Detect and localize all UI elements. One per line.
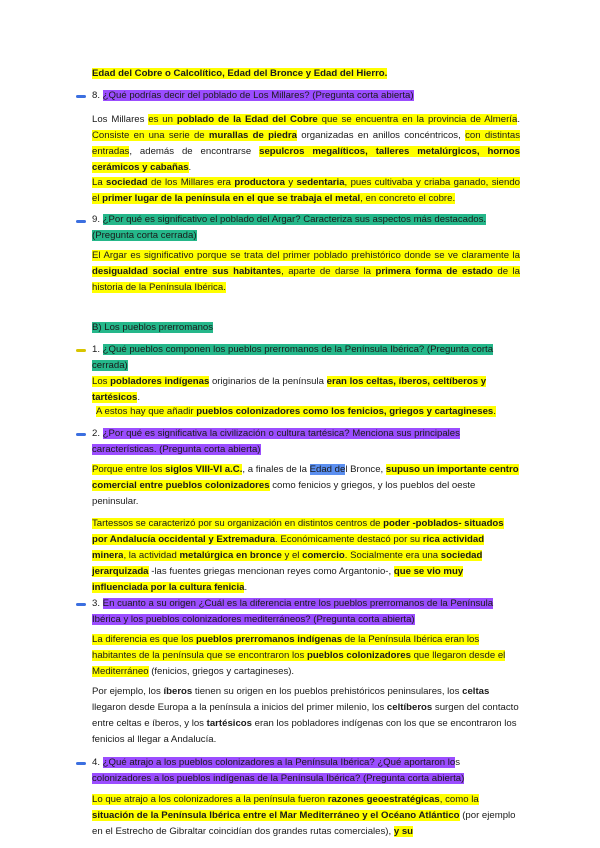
question-1: 1. ¿Qué pueblos componen los pueblos prerromanos de la Península Ibérica? (Pregunta corta cerrada) [92, 344, 494, 371]
comment-marker-icon[interactable] [76, 349, 86, 352]
question-9: 9. ¿Por qué es significativo el poblado del Argar? Caracteriza sus aspectos más destacados. (Pregunta corta cerrada) [92, 214, 487, 241]
comment-marker-icon[interactable] [76, 220, 86, 223]
question-text: ¿Qué podrías decir del poblado de Los Millares? (Pregunta corta abierta) [102, 90, 414, 101]
comment-marker-icon[interactable] [76, 603, 86, 606]
answer-1-paragraph-2: A estos hay que añadir pueblos colonizadores como los fenicios, griegos y cartagineses. [96, 406, 496, 417]
question-text: colonizadores a los pueblos indígenas de la Península Ibérica? (Pregunta corta abierta) [92, 773, 465, 784]
answer-3-paragraph-2: Por ejemplo, los íberos tienen su origen en los pueblos prehistóricos peninsulares, los celtas llegaron desde Europa a la península a inicios del primer milenio, los celtíberos surgen del contacto entre celtas e íberos, y los tartésicos eran los pobladores indígenas con los que se encontraron los fenicios al llegar a Andalucía. [92, 686, 519, 745]
comment-marker-icon[interactable] [76, 762, 86, 765]
question-text: En cuanto a su origen ¿Cuál es la diferencia entre los pueblos prerromanos de la Península Ibérica y los pueblos colonizadores mediterráneos? (Pregunta corta abierta) [92, 598, 494, 625]
answer-8-paragraph-1: Los Millares es un poblado de la Edad del Cobre que se encuentra en la provincia de Almería. Consiste en una serie de murallas de piedra organizadas en anillos concéntricos, con distintas entradas, además de encontrarse sepulcros megalíticos, talleres metalúrgicos, hornos cerámicos y cabañas. [92, 114, 521, 173]
answer-9-paragraph-1: El Argar es significativo porque se trata del primer poblado prehistórico donde se ve claramente la desigualdad social entre sus habitantes, aparte de darse la primera forma de estado de la historia de la Península Ibérica. [92, 250, 520, 293]
answer-2-paragraph-2: Tartessos se caracterizó por su organización en distintos centros de poder -poblados- situados por Andalucía occidental y Extremadura. Económicamente destacó por su rica actividad minera, la actividad metalúrgica en bronce y el comercio. Socialmente era una sociedad jerarquizada -las fuentes griegas mencionan reyes como Argantonio-, que se vio muy influenciada por la cultura fenicia. [92, 518, 504, 593]
question-text: ¿Por qué es significativa la civilización o cultura tartésica? Menciona sus principales características. (Pregunta corta abierta) [92, 428, 460, 455]
question-text: ¿Qué atrajo a los pueblos colonizadores a la Península Ibérica? ¿Qué aportaron lo [102, 757, 456, 768]
answer-3-paragraph-1: La diferencia es que los pueblos prerromanos indígenas de la Península Ibérica eran los habitantes de la península que se encontraron los pueblos colonizadores que llegaron desde el Mediterráneo (fenicios, griegos y cartagineses). [92, 634, 506, 677]
answer-4-paragraph-1: Lo que atrajo a los colonizadores a la península fueron razones geoestratégicas, como la situación de la Península Ibérica entre el Mar Mediterráneo y el Océano Atlántico (por ejemplo en el Estrecho de Gibraltar coincidían dos grandes rutas comerciales), y su [92, 794, 516, 837]
question-3: 3. En cuanto a su origen ¿Cuál es la diferencia entre los pueblos prerromanos de la Península Ibérica y los pueblos colonizadores mediterráneos? (Pregunta corta abierta) [92, 598, 494, 625]
comment-marker-icon[interactable] [76, 95, 86, 98]
answer-2-paragraph-1: Porque entre los siglos VIII-VI a.C., a finales de la Edad del Bronce, supuso un importante centro comercial entre pueblos colonizadores como fenicios y griegos, y los pueblos del oeste peninsular. [92, 464, 519, 507]
question-2: 2. ¿Por qué es significativa la civilización o cultura tartésica? Menciona sus principales características. (Pregunta corta abierta) [92, 428, 460, 455]
continued-answer-line [92, 66, 520, 82]
question-text: ¿Qué pueblos componen los pueblos prerromanos de la Península Ibérica? (Pregunta corta cerrada) [92, 344, 494, 371]
section-heading: B) Los pueblos prerromanos [92, 322, 214, 333]
question-text: ¿Por qué es significativo el poblado del Argar? Caracteriza sus aspectos más destacados. (Pregunta corta cerrada) [92, 214, 487, 241]
comment-marker-icon[interactable] [76, 433, 86, 436]
answer-8-paragraph-2: La sociedad de los Millares era productora y sedentaria, pues cultivaba y criaba ganado, siendo el primer lugar de la península en el que se trabaja el metal, en concreto el cobre. [92, 177, 520, 204]
question-4: 4. ¿Qué atrajo a los pueblos colonizadores a la Península Ibérica? ¿Qué aportaron los colonizadores a los pueblos indígenas de la Península Ibérica? (Pregunta corta abierta) [92, 757, 465, 784]
highlighted-text: Edad del Cobre o Calcolítico, Edad del Bronce y Edad del Hierro. [92, 68, 388, 79]
answer-1-paragraph-1: Los pobladores indígenas originarios de la península eran los celtas, íberos, celtíberos y tartésicos. [92, 376, 487, 403]
question-8: 8. ¿Qué podrías decir del poblado de Los Millares? (Pregunta corta abierta) [92, 90, 414, 101]
